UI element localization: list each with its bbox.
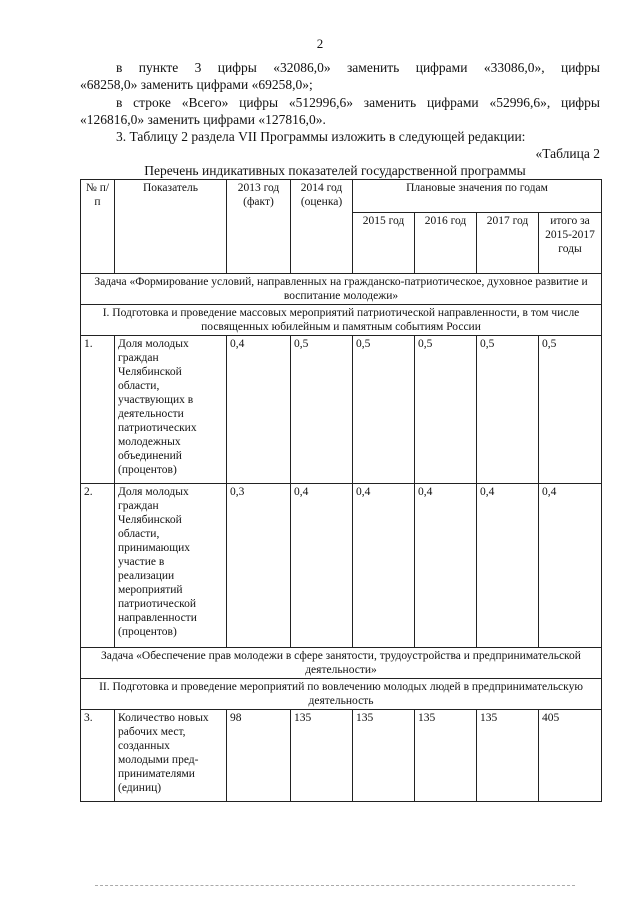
header-planned: Плановые значения по годам [353,180,602,213]
task-2: Задача «Обеспечение прав молодежи в сфере занятости, трудоустройства и предпринимательской деятельности» [81,648,602,679]
table-row [81,484,602,648]
row-num: 3. [81,710,115,802]
row-2014: 135 [291,710,353,802]
row-total: 0,5 [539,336,602,484]
row-2017: 0,5 [477,336,539,484]
page-number: 2 [316,36,324,51]
section-row-2 [81,679,602,710]
row-total: 0,4 [539,484,602,648]
header-num: № п/п [81,180,115,274]
row-indicator: Доля молодых граждан Челябинской области, принимающих участие в реализации мероприятий патриотической направленности (процентов) [115,484,227,648]
header-2013: 2013 год (факт) [227,180,291,274]
row-2013: 0,3 [227,484,291,648]
row-num: 1. [81,336,115,484]
section-1: I. Подготовка и проведение массовых мероприятий патриотической направленности, в том числе посвященных юбилейным и памятным событиям России [81,305,602,336]
header-total: итого за 2015-2017 годы [539,213,602,274]
table-title: Перечень индикативных показателей государственной программы [144,163,526,178]
intro-line-4: «126816,0» заменить цифрами «127816,0». [80,112,326,127]
task-1: Задача «Формирование условий, направленных на гражданско-патриотическое, духовное развитие и воспитание молодежи» [81,274,602,305]
intro-line-1: в пункте 3 цифры «32086,0» заменить цифрами «33086,0», цифры [116,60,600,75]
task-row-1 [81,274,602,305]
row-2015: 0,4 [353,484,415,648]
row-2014: 0,4 [291,484,353,648]
header-row [81,180,602,213]
intro-line-2: «68258,0» заменить цифрами «69258,0»; [80,77,313,92]
row-2014: 0,5 [291,336,353,484]
row-total: 405 [539,710,602,802]
row-indicator: Доля молодых граждан Челябинской области, участвующих в деятельности патриотических молодежных объединений (процентов) [115,336,227,484]
table-row [81,336,602,484]
footer-divider [95,885,575,886]
row-2013: 98 [227,710,291,802]
row-2016: 0,4 [415,484,477,648]
section-2: II. Подготовка и проведение мероприятий по вовлечению молодых людей в предпринимательскую деятельность [81,679,602,710]
task-row-2 [81,648,602,679]
row-2017: 0,4 [477,484,539,648]
row-2016: 135 [415,710,477,802]
row-2013: 0,4 [227,336,291,484]
intro-line-5: 3. Таблицу 2 раздела VII Программы изложить в следующей редакции: [116,129,526,144]
header-2014: 2014 год (оценка) [291,180,353,274]
intro-line-3: в строке «Всего» цифры «512996,6» заменить цифрами «52996,6», цифры [116,95,600,110]
row-2017: 135 [477,710,539,802]
row-num: 2. [81,484,115,648]
header-indicator: Показатель [115,180,227,274]
row-2016: 0,5 [415,336,477,484]
row-2015: 135 [353,710,415,802]
indicators-table [80,179,602,802]
header-2016: 2016 год [415,213,477,274]
row-2015: 0,5 [353,336,415,484]
header-2017: 2017 год [477,213,539,274]
table-row [81,710,602,802]
table-label: «Таблица 2 [535,146,600,161]
section-row-1 [81,305,602,336]
row-indicator: Количество новых рабочих мест, созданных молодыми пред-принимателями (единиц) [115,710,227,802]
header-2015: 2015 год [353,213,415,274]
